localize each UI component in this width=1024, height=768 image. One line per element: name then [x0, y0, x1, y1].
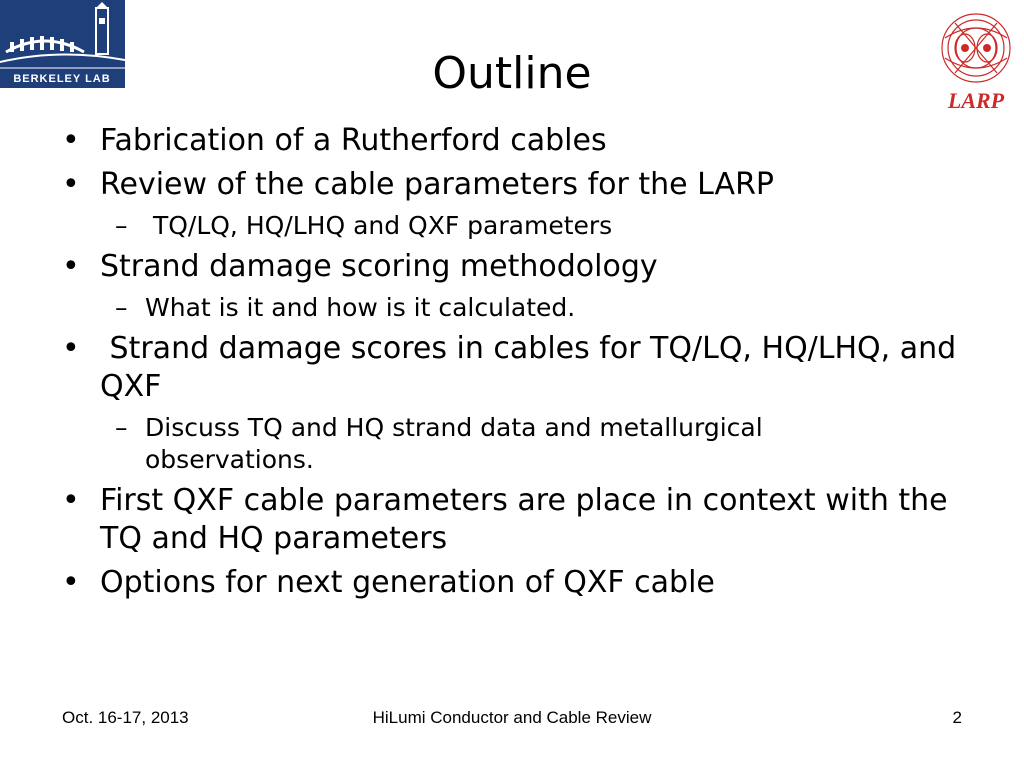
sub-bullet-marker: –: [115, 293, 128, 322]
bullet-text: Options for next generation of QXF cable: [100, 565, 715, 600]
bullet-item: [60, 122, 980, 160]
sub-bullet-item: [60, 210, 905, 242]
bullet-text: Review of the cable parameters for the LARP: [100, 167, 775, 202]
footer-date: Oct. 16-17, 2013: [62, 708, 189, 727]
bullet-text: Strand damage scores in cables for TQ/LQ, HQ/LHQ, and QXF: [100, 331, 966, 404]
larp-logo-text: LARP: [947, 88, 1005, 113]
sub-bullet-marker: –: [115, 413, 128, 442]
bullet-list: [60, 122, 980, 608]
bullet-item: [60, 248, 980, 286]
bullet-item: [60, 330, 980, 406]
bullet-marker: •: [62, 483, 80, 518]
footer-event: HiLumi Conductor and Cable Review: [372, 708, 652, 727]
sub-bullet-marker: –: [115, 211, 128, 240]
bullet-text: Fabrication of a Rutherford cables: [100, 123, 607, 158]
bullet-item: [60, 482, 980, 558]
sub-bullet-item: [60, 292, 905, 324]
bullet-item: [60, 564, 980, 602]
bullet-marker: •: [62, 123, 80, 158]
footer-page-number: 2: [952, 708, 962, 727]
sub-bullet-text: What is it and how is it calculated.: [145, 293, 576, 322]
sub-bullet-text: Discuss TQ and HQ strand data and metallurgical observations.: [145, 413, 771, 474]
bullet-item: [60, 166, 980, 204]
bullet-text: Strand damage scoring methodology: [100, 249, 658, 284]
sub-bullet-text: TQ/LQ, HQ/LHQ and QXF parameters: [145, 211, 613, 240]
bullet-marker: •: [62, 331, 80, 366]
bullet-text: First QXF cable parameters are place in context with the TQ and HQ parameters: [100, 483, 958, 556]
bullet-marker: •: [62, 565, 80, 600]
bullet-marker: •: [62, 249, 80, 284]
slide-title: Outline: [432, 48, 592, 99]
sub-bullet-item: [60, 412, 905, 476]
bullet-marker: •: [62, 167, 80, 202]
berkeley-lab-logo-text: BERKELEY LAB: [13, 73, 111, 85]
